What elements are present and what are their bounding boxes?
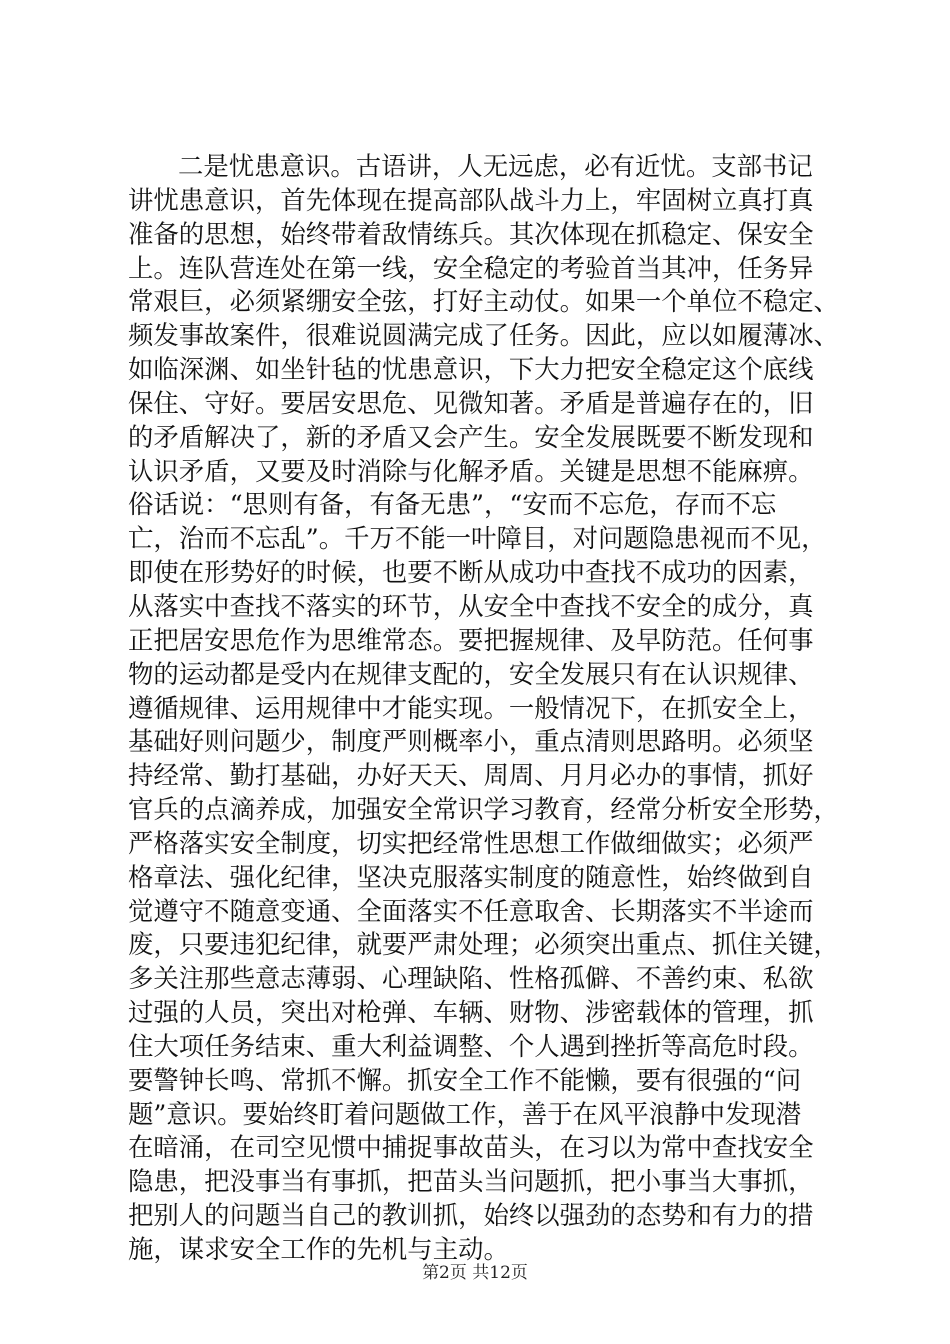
body-paragraph: [128, 150, 839, 1267]
paragraph-line: 的矛盾解决了，新的矛盾又会产生。安全发展既要不断发现和: [128, 421, 814, 452]
paragraph-line: 题”意识。要始终盯着问题做工作，善于在风平浪静中发现潜: [128, 1098, 802, 1129]
paragraph-line: 即使在形势好的时候，也要不断从成功中查找不成功的因素，: [128, 557, 814, 588]
paragraph-line: 格章法、强化纪律，坚决克服落实制度的随意性，始终做到自: [128, 861, 814, 892]
paragraph-line: 物的运动都是受内在规律支配的，安全发展只有在认识规律、: [128, 658, 814, 689]
paragraph-line: 频发事故案件，很难说圆满完成了任务。因此，应以如履薄冰、: [128, 320, 839, 351]
paragraph-line: 废，只要违犯纪律，就要严肃处理；必须突出重点、抓住关键，: [128, 929, 839, 960]
paragraph-line: 俗话说：“思则有备，有备无患”，“安而不忘危，存而不忘: [128, 489, 777, 520]
paragraph-line: 遵循规律、运用规律中才能实现。一般情况下，在抓安全上，: [128, 692, 814, 723]
paragraph-line: 二是忧患意识。古语讲，人无远虑，必有近忧。支部书记: [178, 151, 813, 181]
paragraph-line: 施，谋求安全工作的先机与主动。: [128, 1234, 509, 1264]
paragraph-line: 多关注那些意志薄弱、心理缺陷、性格孤僻、不善约束、私欲: [128, 963, 814, 994]
paragraph-line: 过强的人员，突出对枪弹、车辆、财物、涉密载体的管理，抓: [128, 997, 814, 1028]
page-number-footer: 第2页 共12页: [422, 1263, 528, 1283]
paragraph-line: 持经常、勤打基础，办好天天、周周、月月必办的事情，抓好: [128, 760, 814, 791]
paragraph-line: 基础好则问题少，制度严则概率小，重点清则思路明。必须坚: [128, 726, 814, 757]
paragraph-line: 上。连队营连处在第一线，安全稳定的考验首当其冲，任务异: [128, 252, 814, 283]
paragraph-line: 亡，治而不忘乱”。千万不能一叶障目，对问题隐患视而不见，: [128, 523, 827, 554]
paragraph-line: 保住、守好。要居安思危、见微知著。矛盾是普遍存在的，旧: [128, 387, 814, 418]
paragraph-line: 要警钟长鸣、常抓不懈。抓安全工作不能懒，要有很强的“问: [128, 1064, 802, 1095]
paragraph-line: 在暗涌，在司空见惯中捕捉事故苗头，在习以为常中查找安全: [128, 1132, 814, 1163]
paragraph-line: 从落实中查找不落实的环节，从安全中查找不安全的成分，真: [128, 590, 814, 621]
paragraph-line: 如临深渊、如坐针毡的忧患意识，下大力把安全稳定这个底线: [128, 354, 814, 385]
paragraph-line: 觉遵守不随意变通、全面落实不任意取舍、长期落实不半途而: [128, 895, 814, 926]
paragraph-line: 官兵的点滴养成，加强安全常识学习教育，经常分析安全形势，: [128, 794, 839, 825]
paragraph-line: 认识矛盾，又要及时消除与化解矛盾。关键是思想不能麻痹。: [128, 455, 814, 486]
paragraph-line: 住大项任务结束、重大利益调整、个人遇到挫折等高危时段。: [128, 1030, 814, 1061]
paragraph-line: 常艰巨，必须紧绷安全弦，打好主动仗。如果一个单位不稳定、: [128, 286, 839, 317]
paragraph-line: 把别人的问题当自己的教训抓，始终以强劲的态势和有力的措: [128, 1200, 814, 1231]
paragraph-line: 严格落实安全制度，切实把经常性思想工作做细做实；必须严: [128, 827, 814, 858]
paragraph-line: 隐患，把没事当有事抓，把苗头当问题抓，把小事当大事抓，: [128, 1166, 814, 1197]
paragraph-line: 准备的思想，始终带着敌情练兵。其次体现在抓稳定、保安全: [128, 218, 814, 249]
paragraph-line: 讲忧患意识，首先体现在提高部队战斗力上，牢固树立真打真: [128, 184, 814, 215]
paragraph-line: 正把居安思危作为思维常态。要把握规律、及早防范。任何事: [128, 624, 814, 655]
